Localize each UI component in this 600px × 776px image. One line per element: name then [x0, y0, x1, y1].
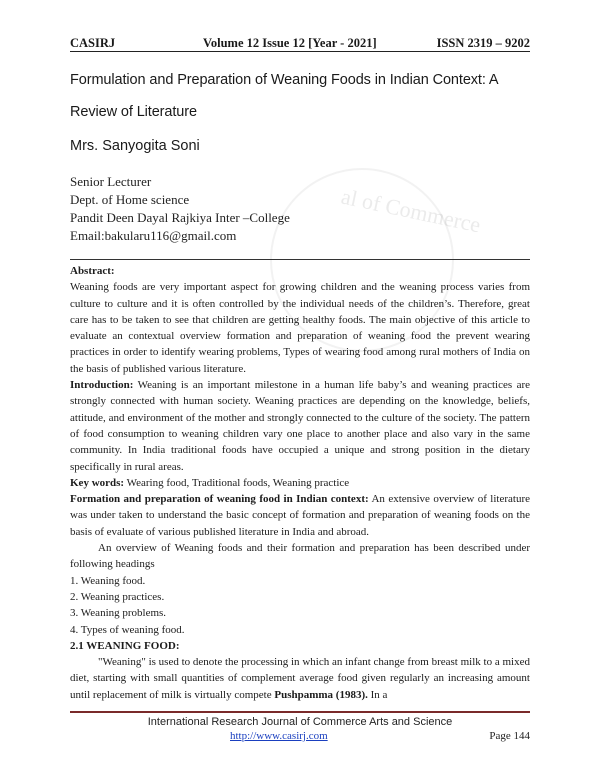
page-number: Page 144 — [489, 730, 530, 742]
affiliation-position: Senior Lecturer — [70, 174, 152, 189]
paper-body — [70, 263, 530, 703]
footer-rule — [70, 711, 530, 713]
affiliation-department: Dept. of Home science — [70, 192, 190, 207]
keywords-text: Wearing food, Traditional foods, Weaning practice — [124, 476, 350, 489]
paper-title-line-1: Formulation and Preparation of Weaning Foods in Indian Context: A — [70, 72, 499, 88]
abstract-text: Weaning foods are very important aspect for growing children and the weaning process varies from culture to culture and it is often controlled by the individual needs of the children’s. Therefore, great care has to be taken to see that children are getting healthy foods. The main objective of this article to evaluate an contextual overview formation and preparation of weaning food the prevent wearing practices in order to identify wearing problems, Types of wearing food among rural mothers of India on the basis of published various literature. — [70, 281, 530, 375]
header-journal: CASIRJ — [70, 36, 116, 50]
introduction-paragraph — [70, 377, 530, 475]
introduction-text: Weaning is an important milestone in a human life baby’s and weaning practices are strongly connected with human society. Weaning practices are depending on the knowledge, beliefs, attitude, and environment of the mother and strongly connected to the culture of the society. The pattern of food consumption to weaning children vary one place to another place and also vary in the same community. In India traditional foods have occupied a unique and strong position in the dietary specifically in rural areas. — [70, 379, 530, 473]
watermark-text: al of Commerce — [339, 183, 483, 238]
section-text-continued: In a — [367, 688, 388, 701]
footer-journal: International Research Journal of Commerce Arts and Science — [147, 716, 453, 728]
footer-url-link[interactable]: http://www.casirj.com — [230, 730, 328, 742]
abstract-heading: Abstract: — [70, 265, 115, 277]
formation-heading: Formation and preparation of weaning food in Indian context: — [70, 493, 369, 506]
abstract-rule — [70, 259, 530, 260]
formation-paragraph — [70, 491, 530, 540]
list-item: 1. Weaning food. — [70, 574, 146, 587]
running-header — [70, 36, 530, 52]
keywords-heading: Key words: — [70, 476, 125, 489]
list-item: 4. Types of weaning food. — [70, 623, 185, 636]
affiliation-email: Email:bakularu116@gmail.com — [70, 228, 237, 243]
citation: Pushpamma (1983). — [274, 688, 368, 701]
section-paragraph — [70, 654, 530, 703]
keywords-paragraph — [70, 475, 530, 491]
header-issn: ISSN 2319 – 9202 — [436, 36, 530, 50]
affiliation-institution: Pandit Deen Dayal Rajkiya Inter –College — [70, 210, 290, 225]
author-name: Mrs. Sanyogita Soni — [70, 138, 200, 154]
formation-paragraph-2: An overview of Weaning foods and their formation and preparation has been described under following headings — [70, 542, 530, 571]
list-item: 2. Weaning practices. — [70, 590, 165, 603]
paper-title-line-2: Review of Literature — [70, 104, 197, 120]
formation-text: An extensive overview of literature was under taken to understand the basic concept of formation and preparation of weaning foods on the basis of evaluate of various published literature in India and abroad. — [70, 493, 531, 538]
introduction-heading: Introduction: — [70, 379, 134, 392]
header-rule — [70, 51, 530, 52]
list-item: 3. Weaning problems. — [70, 607, 167, 620]
header-volume: Volume 12 Issue 12 [Year - 2021] — [203, 36, 377, 50]
section-heading: 2.1 WEANING FOOD: — [70, 639, 180, 652]
section-text: "Weaning" is used to denote the processing in which an infant change from breast milk to a mixed diet, starting with small quantities of complement average food given regularly an increasing amount until replacement of milk is virtually compete — [70, 656, 530, 701]
